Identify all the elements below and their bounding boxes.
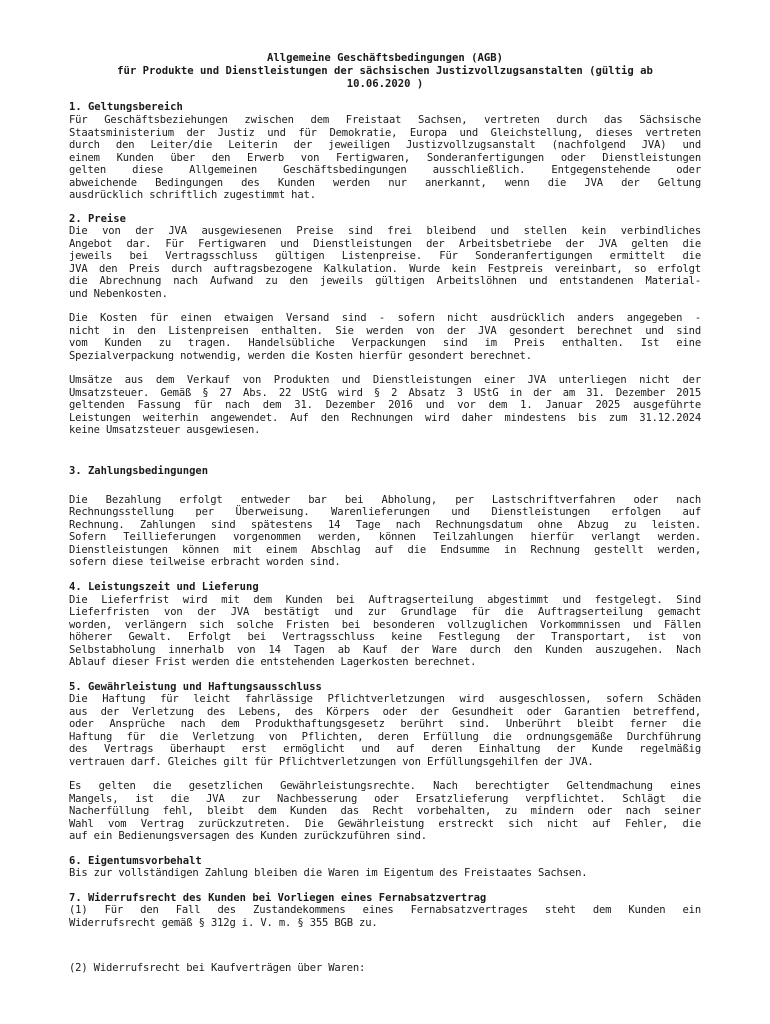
text-line: Nacherfüllung fehl, bleibt dem Kunden das Recht vorbehalten, zu mindern oder nach seiner — [69, 805, 701, 817]
document-title-line: für Produkte und Dienstleistungen der sächsischen Justizvollzugsanstalten (gültig ab — [117, 65, 653, 77]
text-line: Selbstabholung innerhalb von 14 Tagen ab Kauf der Ware durch den Kunden auszugehen. Nach — [69, 644, 701, 656]
text-line: Rechnungsstellung per Überweisung. Warenlieferungen und Dienstleistungen erfolgen auf — [69, 506, 701, 518]
text-line: aus der Verletzung des Lebens, des Körpers oder der Gesundheit oder Garantien betreffend, — [69, 706, 701, 718]
text-line: Die Kosten für einen etwaigen Versand sind - sofern nicht ausdrücklich anders angegeben - — [69, 312, 701, 324]
text-line: vertrauen darf. Gleiches gilt für Pflichtverletzungen von Erfüllungsgehilfen der JVA. — [69, 756, 594, 768]
text-line: Mangels, ist die JVA zur Nachbesserung oder Ersatzlieferung verpflichtet. Schlägt die — [69, 793, 701, 805]
section-heading-widerrufsrecht: 7. Widerrufsrecht des Kunden bei Vorliegen eines Fernabsatzvertrag — [69, 892, 487, 904]
text-line: Bis zur vollständigen Zahlung bleiben die Waren im Eigentum des Freistaates Sachsen. — [69, 867, 588, 879]
text-line: keine Umsatzsteuer ausgewiesen. — [69, 424, 261, 436]
text-line: sofern diese teilweise erbracht worden sind. — [69, 556, 341, 568]
text-line: abweichende Bedingungen des Kunden werden nur anerkannt, wenn die JVA der Geltung — [69, 177, 701, 189]
text-line: oder Ansprüche nach dem Produkthaftungsgesetz berührt sind. Unberührt bleibt ferner die — [69, 718, 701, 730]
text-line: Staatsministerium der Justiz und für Demokratie, Europa und Gleichstellung, dieses vertreten — [69, 127, 701, 139]
text-line: einem Kunden über den Erwerb von Fertigwaren, Sonderanfertigungen oder Dienstleistungen — [69, 152, 701, 164]
section-heading-eigentumsvorbehalt: 6. Eigentumsvorbehalt — [69, 855, 202, 867]
text-line: Für Geschäftsbeziehungen zwischen dem Freistaat Sachsen, vertreten durch das Sächsische — [69, 114, 701, 126]
text-line: gelten diese Allgemeinen Geschäftsbedingungen ausschließlich. Entgegenstehende oder — [69, 164, 701, 176]
section-heading-preise: 2. Preise — [69, 213, 126, 225]
text-line: Angebot dar. Für Fertigwaren und Dienstleistungen der Arbeitsbetriebe der JVA gelten die — [69, 238, 701, 250]
text-line: JVA den Preis durch auftragsbezogene Kalkulation. Wurde kein Festpreis vereinbart, so erfolgt — [69, 263, 701, 275]
text-line: Die Bezahlung erfolgt entweder bar bei Abholung, per Lastschriftverfahren oder nach — [69, 494, 701, 506]
text-line: worden, verlängern sich solche Fristen bei besonderen vollzuglichen Vorkommnissen und Fällen — [69, 619, 701, 631]
text-line: Haftung für die Verletzung von Pflichten, deren Erfüllung die ordnungsgemäße Durchführung — [69, 731, 701, 743]
text-line: Die von der JVA ausgewiesenen Preise sind frei bleibend und stellen kein verbindliches — [69, 225, 701, 237]
text-line: Die Lieferfrist wird mit dem Kunden bei Auftragserteilung abgestimmt und festgelegt. Sind — [69, 594, 701, 606]
text-line: Lieferfristen von der JVA bestätigt und zur Grundlage für die Auftragserteilung gemacht — [69, 606, 701, 618]
text-line: jeweils bei Vertragsschluss gültigen Listenpreise. Für Sonderanfertigungen ermittelt die — [69, 250, 701, 262]
document-title-line: Allgemeine Geschäftsbedingungen (AGB) — [267, 52, 503, 64]
text-line: und Nebenkosten. — [69, 288, 168, 300]
text-line: Rechnung. Zahlungen sind spätestens 14 Tage nach Rechnungsdatum ohne Abzug zu leisten. — [69, 519, 701, 531]
section-heading-geltungsbereich: 1. Geltungsbereich — [69, 101, 183, 113]
text-line: Dienstleistungen können mit einem Abschlag auf die Endsumme in Rechnung gestellt werden, — [69, 544, 701, 556]
section-heading-gewaehrleistung: 5. Gewährleistung und Haftungsausschluss — [69, 681, 322, 693]
text-line: durch den Leiter/die Leiterin der jeweiligen Justizvollzugsanstalt (nachfolgend JVA) und — [69, 139, 701, 151]
section-heading-zahlungsbedingungen: 3. Zahlungsbedingungen — [69, 465, 209, 477]
text-line: ausdrücklich schriftlich zugestimmt hat. — [69, 189, 316, 201]
text-line: Widerrufsrecht gemäß § 312g i. V. m. § 355 BGB zu. — [69, 917, 378, 929]
text-line: Es gelten die gesetzlichen Gewährleistungsrechte. Nach berechtigter Geltendmachung eines — [69, 780, 701, 792]
text-line: Spezialverpackung notwendig, werden die Kosten hierfür gesondert berechnet. — [69, 350, 532, 362]
text-line: auf ein Bedienungsversagen des Kunden zurückzuführen sind. — [69, 830, 427, 842]
text-line: des Vertrags überhaupt erst ermöglicht und auf deren Einhaltung der Kunde regelmäßig — [69, 743, 701, 755]
text-line: geltenden Fassung für nach dem 31. Dezember 2016 und vor dem 1. Januar 2025 ausgeführte — [69, 399, 701, 411]
text-line: die Abrechnung nach Aufwand zu den jeweils gültigen Arbeitslöhnen und entstandenen Material- — [69, 275, 701, 287]
text-line: (2) Widerrufsrecht bei Kaufverträgen über Waren: — [69, 962, 366, 974]
text-line: höherer Gewalt. Erfolgt bei Vertragsschluss keine Festlegung der Transportart, ist von — [69, 631, 701, 643]
text-line: Wahl vom Vertrag zurückzutreten. Die Gewährleistung erstreckt sich nicht auf Fehler, die — [69, 818, 701, 830]
section-heading-leistungszeit: 4. Leistungszeit und Lieferung — [69, 581, 259, 593]
text-line: Die Haftung für leicht fahrlässige Pflichtverletzungen wird ausgeschlossen, sofern Schäden — [69, 693, 701, 705]
text-line: Leistungen weiterhin angewendet. Auf den Rechnungen wird daher mindestens bis zum 31.12.2024 — [69, 412, 701, 424]
text-line: Sofern Teillieferungen vorgenommen werden, können Teilzahlungen hierfür verlangt werden. — [69, 531, 701, 543]
text-line: nicht in den Listenpreisen enthalten. Sie werden von der JVA gesondert berechnet und sind — [69, 325, 701, 337]
text-line: (1) Für den Fall des Zustandekommens eines Fernabsatzvertrages steht dem Kunden ein — [69, 904, 701, 916]
document-title-line: 10.06.2020 ) — [346, 78, 424, 90]
text-line: Ablauf dieser Frist werden die entstehenden Lagerkosten berechnet. — [69, 656, 477, 668]
text-line: Umsatzsteuer. Gemäß § 27 Abs. 22 UStG wird § 2 Absatz 3 UStG in der am 31. Dezember 2015 — [69, 387, 701, 399]
text-line: vom Kunden zu tragen. Handelsübliche Verpackungen sind im Preis enthalten. Ist eine — [69, 337, 701, 349]
text-line: Umsätze aus dem Verkauf von Produkten und Dienstleistungen einer JVA unterliegen nicht der — [69, 374, 701, 386]
